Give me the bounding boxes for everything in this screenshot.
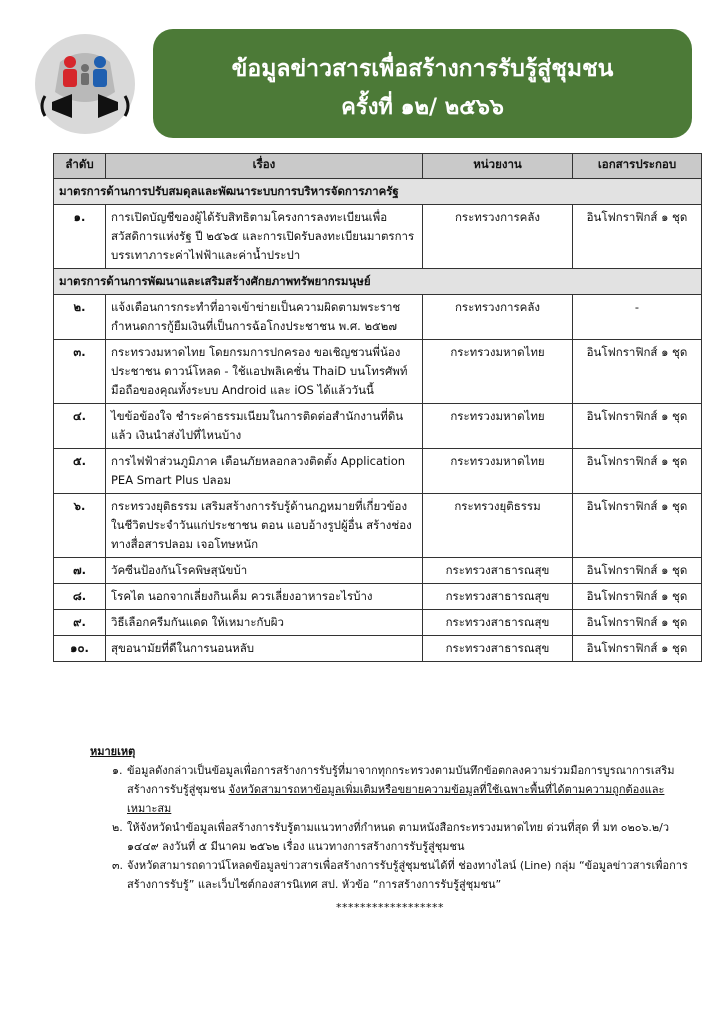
row-number: ๗. [54,558,106,584]
table-row [54,494,702,558]
row-number: ๑๐. [54,636,106,662]
note-text: จังหวัดสามารถดาวน์โหลดข้อมูลข่าวสารเพื่อสร้างการรับรู้สู่ชุมชนได้ที่ ช่องทางไลน์ (Line) กลุ่ม “ข้อมูลข่าวสารเพื่อการสร้างการรับรู้” และเว็บไซต์กองสารนิเทศ สป. หัวข้อ “การสร้างการรับรู้สู่ชุมชน” [127,859,688,891]
table-row [54,295,702,340]
row-docs: - [573,295,702,340]
row-topic: ไขข้อข้องใจ ชำระค่าธรรมเนียมในการติดต่อสำนักงานที่ดินแล้ว เงินนำส่งไปที่ไหนบ้าง [106,404,423,449]
row-topic: การเปิดบัญชีของผู้ได้รับสิทธิตามโครงการลงทะเบียนเพื่อสวัสดิการแห่งรัฐ ปี ๒๕๖๕ และการเปิดรับลงทะเบียนมาตรการบรรเทาภาระค่าไฟฟ้าและค่าน้ำประปา [106,205,423,269]
row-topic: แจ้งเตือนการกระทำที่อาจเข้าข่ายเป็นความผิดตามพระราชกำหนดการกู้ยืมเงินที่เป็นการฉ้อโกงประชาชน พ.ศ. ๒๕๒๗ [106,295,423,340]
row-agency: กระทรวงสาธารณสุข [423,636,573,662]
row-docs: อินโฟกราฟิกส์ ๑ ชุด [573,404,702,449]
news-table [53,153,702,662]
row-number: ๑. [54,205,106,269]
row-number: ๒. [54,295,106,340]
note-text: ให้จังหวัดนำข้อมูลเพื่อสร้างการรับรู้ตามแนวทางที่กำหนด ตามหนังสือกระทรวงมหาดไทย ด่วนที่สุด ที่ มท ๐๒๐๖.๒/ว ๑๔๔๙ ลงวันที่ ๕ มีนาคม ๒๕๖๒ เรื่อง แนวทางการสร้างการรับรู้สู่ชุมชน [127,821,670,853]
row-agency: กระทรวงสาธารณสุข [423,558,573,584]
page-title: ข้อมูลข่าวสารเพื่อสร้างการรับรู้สู่ชุมชน [231,56,614,82]
table-header-row [54,154,702,179]
section-row [54,179,702,205]
row-docs: อินโฟกราฟิกส์ ๑ ชุด [573,558,702,584]
note-text: ข้อมูลดังกล่าวเป็นข้อมูลเพื่อการสร้างการรับรู้ที่มาจากทุกกระทรวงตามบันทึกข้อตกลงความร่วมมือการบูรณาการเสริมสร้างการรับรู้สู่ชุมชน [127,764,675,796]
note-underlined-text: จังหวัดสามารถหาข้อมูลเพิ่มเติมหรือขยายความข้อมูลที่ใช้เฉพาะพื้นที่ได้ตามความถูกต้องและเหมาะสม [127,783,665,815]
issue-number: ครั้งที่ ๑๒/ ๒๕๖๖ [341,95,504,120]
end-stars: ****************** [336,901,444,914]
table-row [54,584,702,610]
section-row [54,269,702,295]
row-topic: การไฟฟ้าส่วนภูมิภาค เตือนภัยหลอกลวงติดตั้ง Application PEA Smart Plus ปลอม [106,449,423,494]
note-number: ๒. [112,821,123,834]
row-topic: สุขอนามัยที่ดีในการนอนหลับ [106,636,423,662]
row-number: ๖. [54,494,106,558]
section-title: มาตรการด้านการพัฒนาและเสริมสร้างศักยภาพทรัพยากรมนุษย์ [54,269,702,295]
row-topic: กระทรวงมหาดไทย โดยกรมการปกครอง ขอเชิญชวนพี่น้องประชาชน ดาวน์โหลด - ใช้แอปพลิเคชั่น ThaiD บนโทรศัพท์มือถือของคุณทั้งระบบ Android และ iOS ได้แล้ววันนี้ [106,340,423,404]
row-agency: กระทรวงสาธารณสุข [423,610,573,636]
row-number: ๙. [54,610,106,636]
row-docs: อินโฟกราฟิกส์ ๑ ชุด [573,584,702,610]
row-number: ๕. [54,449,106,494]
col-topic-header: เรื่อง [106,154,423,179]
table-row [54,558,702,584]
row-agency: กระทรวงมหาดไทย [423,340,573,404]
row-agency: กระทรวงสาธารณสุข [423,584,573,610]
row-agency: กระทรวงยุติธรรม [423,494,573,558]
table-row [54,340,702,404]
note-number: ๓. [112,859,124,872]
row-docs: อินโฟกราฟิกส์ ๑ ชุด [573,449,702,494]
row-docs: อินโฟกราฟิกส์ ๑ ชุด [573,340,702,404]
note-item [90,856,690,894]
note-number: ๑. [112,764,123,777]
row-agency: กระทรวงมหาดไทย [423,404,573,449]
row-topic: กระทรวงยุติธรรม เสริมสร้างการรับรู้ด้านกฎหมายที่เกี่ยวข้องในชีวิตประจำวันแก่ประชาชน ตอน แอบอ้างรูปผู้อื่น สร้างช่องทางสื่อสารปลอม เจอโทษหนัก [106,494,423,558]
col-docs-header: เอกสารประกอบ [573,154,702,179]
note-item [90,761,690,818]
row-topic: โรคไต นอกจากเลี่ยงกินเค็ม ควรเลี่ยงอาหารอะไรบ้าง [106,584,423,610]
row-agency: กระทรวงการคลัง [423,295,573,340]
row-docs: อินโฟกราฟิกส์ ๑ ชุด [573,205,702,269]
row-agency: กระทรวงมหาดไทย [423,449,573,494]
notes-section [90,742,690,917]
row-number: ๔. [54,404,106,449]
table-row [54,610,702,636]
note-item [90,818,690,856]
row-number: ๓. [54,340,106,404]
table-row [54,636,702,662]
col-agency-header: หน่วยงาน [423,154,573,179]
row-number: ๘. [54,584,106,610]
table-row [54,205,702,269]
row-docs: อินโฟกราฟิกส์ ๑ ชุด [573,636,702,662]
table-row [54,404,702,449]
row-docs: อินโฟกราฟิกส์ ๑ ชุด [573,610,702,636]
col-no-header: ลำดับ [54,154,106,179]
row-topic: วิธีเลือกครีมกันแดด ให้เหมาะกับผิว [106,610,423,636]
row-agency: กระทรวงการคลัง [423,205,573,269]
notes-heading: หมายเหตุ [90,745,136,758]
table-row [54,449,702,494]
row-topic: วัคซีนป้องกันโรคพิษสุนัขบ้า [106,558,423,584]
title-banner [153,29,692,138]
community-megaphone-logo [30,32,140,136]
section-title: มาตรการด้านการปรับสมดุลและพัฒนาระบบการบริหารจัดการภาครัฐ [54,179,702,205]
row-docs: อินโฟกราฟิกส์ ๑ ชุด [573,494,702,558]
